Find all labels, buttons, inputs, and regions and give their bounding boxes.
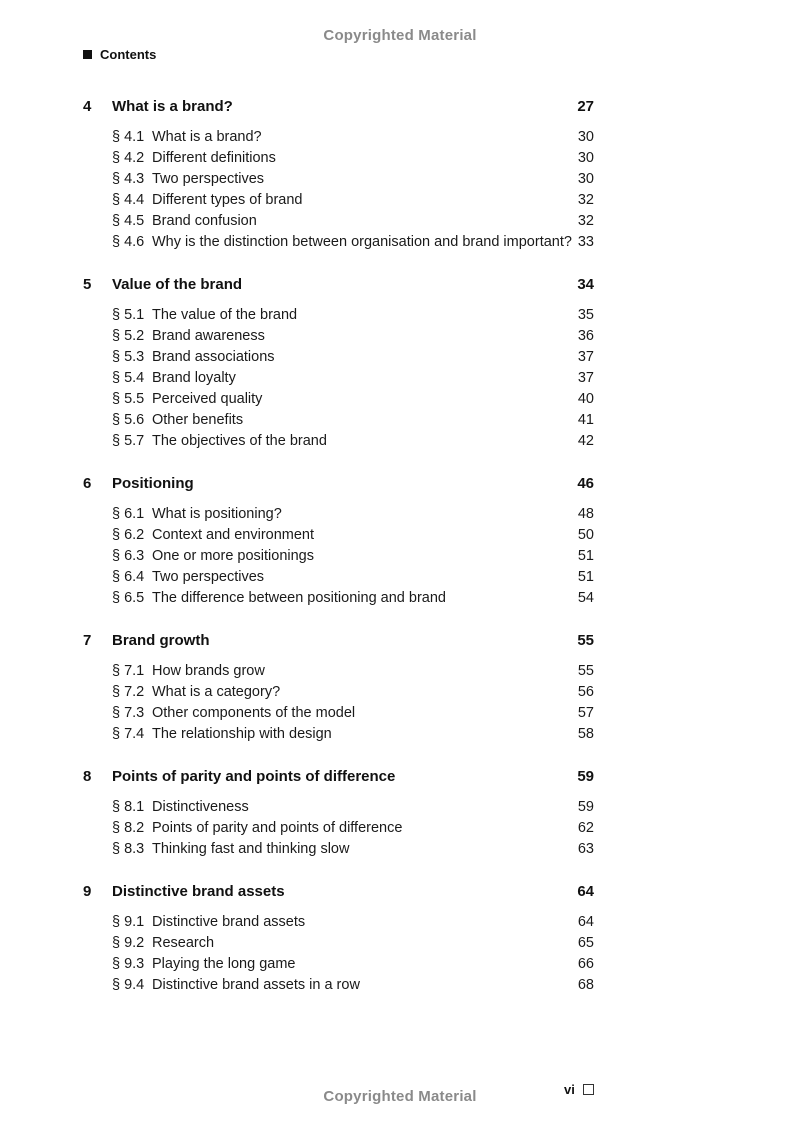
section-title: The difference between positioning and brand	[152, 590, 446, 606]
section-number: § 6.3	[112, 548, 145, 564]
chapter-number: 9	[83, 883, 92, 900]
section-entry[interactable]	[83, 682, 594, 703]
section-page: 68	[577, 977, 594, 993]
section-entry[interactable]	[83, 588, 594, 609]
chapter-entry[interactable]	[83, 881, 594, 902]
section-number: § 6.1	[112, 506, 145, 522]
chapter-title: Points of parity and points of difference	[112, 768, 396, 785]
chapter-number: 5	[83, 276, 92, 293]
section-number: § 5.4	[112, 370, 145, 386]
section-entry[interactable]	[83, 546, 594, 567]
section-entry[interactable]	[83, 232, 594, 253]
section-page: 40	[577, 391, 594, 407]
chapter-page: 46	[577, 475, 594, 492]
section-page: 32	[577, 213, 594, 229]
section-title: Other components of the model	[152, 705, 356, 721]
section-entry[interactable]	[83, 661, 594, 682]
section-entry[interactable]	[83, 347, 594, 368]
section-page: 30	[577, 129, 594, 145]
section-entry[interactable]	[83, 703, 594, 724]
chapter-block	[83, 630, 594, 745]
section-title: Brand associations	[152, 349, 275, 365]
chapter-page: 64	[577, 883, 594, 900]
section-number: § 4.3	[112, 171, 145, 187]
section-page: 48	[577, 506, 594, 522]
section-number: § 6.2	[112, 527, 145, 543]
section-title: Other benefits	[152, 412, 244, 428]
section-entry[interactable]	[83, 190, 594, 211]
chapter-number: 6	[83, 475, 92, 492]
section-number: § 4.6	[112, 234, 145, 250]
section-number: § 9.4	[112, 977, 145, 993]
section-number: § 6.4	[112, 569, 145, 585]
section-number: § 7.3	[112, 705, 145, 721]
section-title: Why is the distinction between organisation and brand important?	[152, 234, 572, 250]
section-page: 56	[577, 684, 594, 700]
section-page: 50	[577, 527, 594, 543]
chapter-block	[83, 881, 594, 996]
section-page: 32	[577, 192, 594, 208]
section-page: 36	[577, 328, 594, 344]
section-page: 51	[577, 569, 594, 585]
section-title: One or more positionings	[152, 548, 314, 564]
section-title: Research	[152, 935, 215, 951]
section-page: 37	[577, 370, 594, 386]
chapter-number: 8	[83, 768, 92, 785]
section-title: Playing the long game	[152, 956, 296, 972]
chapter-entry[interactable]	[83, 274, 594, 295]
section-page: 51	[577, 548, 594, 564]
chapter-page: 34	[577, 276, 594, 293]
page-number: vi	[564, 1082, 575, 1097]
section-entry[interactable]	[83, 148, 594, 169]
section-page: 37	[577, 349, 594, 365]
section-entry[interactable]	[83, 211, 594, 232]
section-entry[interactable]	[83, 797, 594, 818]
section-entry[interactable]	[83, 567, 594, 588]
section-number: § 9.1	[112, 914, 145, 930]
section-number: § 4.2	[112, 150, 145, 166]
section-title: Two perspectives	[152, 171, 265, 187]
section-title: What is a category?	[152, 684, 281, 700]
chapter-page: 59	[577, 768, 594, 785]
chapter-title: Value of the brand	[112, 276, 243, 293]
section-entry[interactable]	[83, 975, 594, 996]
section-entry[interactable]	[83, 504, 594, 525]
section-entry[interactable]	[83, 368, 594, 389]
section-entry[interactable]	[83, 933, 594, 954]
section-page: 64	[577, 914, 594, 930]
section-entry[interactable]	[83, 431, 594, 452]
running-head	[83, 47, 156, 62]
section-page: 58	[577, 726, 594, 742]
section-number: § 4.4	[112, 192, 145, 208]
section-number: § 5.3	[112, 349, 145, 365]
section-title: How brands grow	[152, 663, 265, 679]
copyright-watermark-top: Copyrighted Material	[323, 27, 477, 44]
section-entry[interactable]	[83, 169, 594, 190]
section-page: 33	[577, 234, 594, 250]
section-title: Brand awareness	[152, 328, 265, 344]
chapter-entry[interactable]	[83, 630, 594, 651]
section-number: § 5.7	[112, 433, 145, 449]
section-title: Thinking fast and thinking slow	[152, 841, 350, 857]
section-entry[interactable]	[83, 127, 594, 148]
section-title: Perceived quality	[152, 391, 263, 407]
section-number: § 5.6	[112, 412, 145, 428]
section-page: 65	[577, 935, 594, 951]
chapter-entry[interactable]	[83, 473, 594, 494]
section-entry[interactable]	[83, 525, 594, 546]
filled-square-icon	[83, 50, 92, 59]
section-entry[interactable]	[83, 954, 594, 975]
chapter-title: What is a brand?	[112, 98, 233, 115]
section-title: Points of parity and points of difference	[152, 820, 403, 836]
chapter-title: Distinctive brand assets	[112, 883, 285, 900]
section-page: 30	[577, 171, 594, 187]
section-title: Different types of brand	[152, 192, 303, 208]
section-entry[interactable]	[83, 305, 594, 326]
section-number: § 5.5	[112, 391, 145, 407]
copyright-watermark-bottom: Copyrighted Material	[323, 1088, 477, 1105]
section-number: § 9.3	[112, 956, 145, 972]
chapter-entry[interactable]	[83, 96, 594, 117]
section-entry[interactable]	[83, 389, 594, 410]
section-number: § 7.1	[112, 663, 145, 679]
section-number: § 4.1	[112, 129, 145, 145]
section-title: Different definitions	[152, 150, 276, 166]
section-title: What is positioning?	[152, 506, 282, 522]
section-page: 42	[577, 433, 594, 449]
section-page: 54	[577, 590, 594, 606]
chapter-page: 27	[577, 98, 594, 115]
section-number: § 5.2	[112, 328, 145, 344]
section-number: § 8.3	[112, 841, 145, 857]
section-title: Distinctive brand assets	[152, 914, 306, 930]
section-number: § 7.4	[112, 726, 145, 742]
section-number: § 8.2	[112, 820, 145, 836]
section-page: 57	[577, 705, 594, 721]
section-page: 66	[577, 956, 594, 972]
section-page: 35	[577, 307, 594, 323]
section-page: 59	[577, 799, 594, 815]
section-title: Brand confusion	[152, 213, 257, 229]
section-number: § 8.1	[112, 799, 145, 815]
chapter-block	[83, 766, 594, 860]
section-page: 55	[577, 663, 594, 679]
chapter-block	[83, 473, 594, 609]
chapter-page: 55	[577, 632, 594, 649]
section-title: Two perspectives	[152, 569, 265, 585]
section-number: § 9.2	[112, 935, 145, 951]
section-number: § 6.5	[112, 590, 145, 606]
chapter-number: 7	[83, 632, 92, 649]
section-title: Distinctive brand assets in a row	[152, 977, 360, 993]
chapter-title: Positioning	[112, 475, 194, 492]
section-title: Distinctiveness	[152, 799, 249, 815]
running-head-label: Contents	[100, 47, 157, 62]
section-entry[interactable]	[83, 410, 594, 431]
chapter-number: 4	[83, 98, 92, 115]
section-title: The relationship with design	[152, 726, 332, 742]
chapter-title: Brand growth	[112, 632, 210, 649]
section-title: The objectives of the brand	[152, 433, 327, 449]
section-title: What is a brand?	[152, 129, 262, 145]
section-page: 62	[577, 820, 594, 836]
table-of-contents	[83, 96, 594, 1017]
section-entry[interactable]	[83, 839, 594, 860]
section-entry[interactable]	[83, 912, 594, 933]
section-number: § 5.1	[112, 307, 145, 323]
section-entry[interactable]	[83, 818, 594, 839]
section-page: 41	[577, 412, 594, 428]
section-title: Brand loyalty	[152, 370, 236, 386]
chapter-block	[83, 96, 594, 253]
section-entry[interactable]	[83, 326, 594, 347]
section-page: 63	[577, 841, 594, 857]
chapter-block	[83, 274, 594, 452]
section-page: 30	[577, 150, 594, 166]
section-number: § 4.5	[112, 213, 145, 229]
section-title: Context and environment	[152, 527, 315, 543]
section-title: The value of the brand	[152, 307, 298, 323]
chapter-entry[interactable]	[83, 766, 594, 787]
section-number: § 7.2	[112, 684, 145, 700]
section-entry[interactable]	[83, 724, 594, 745]
